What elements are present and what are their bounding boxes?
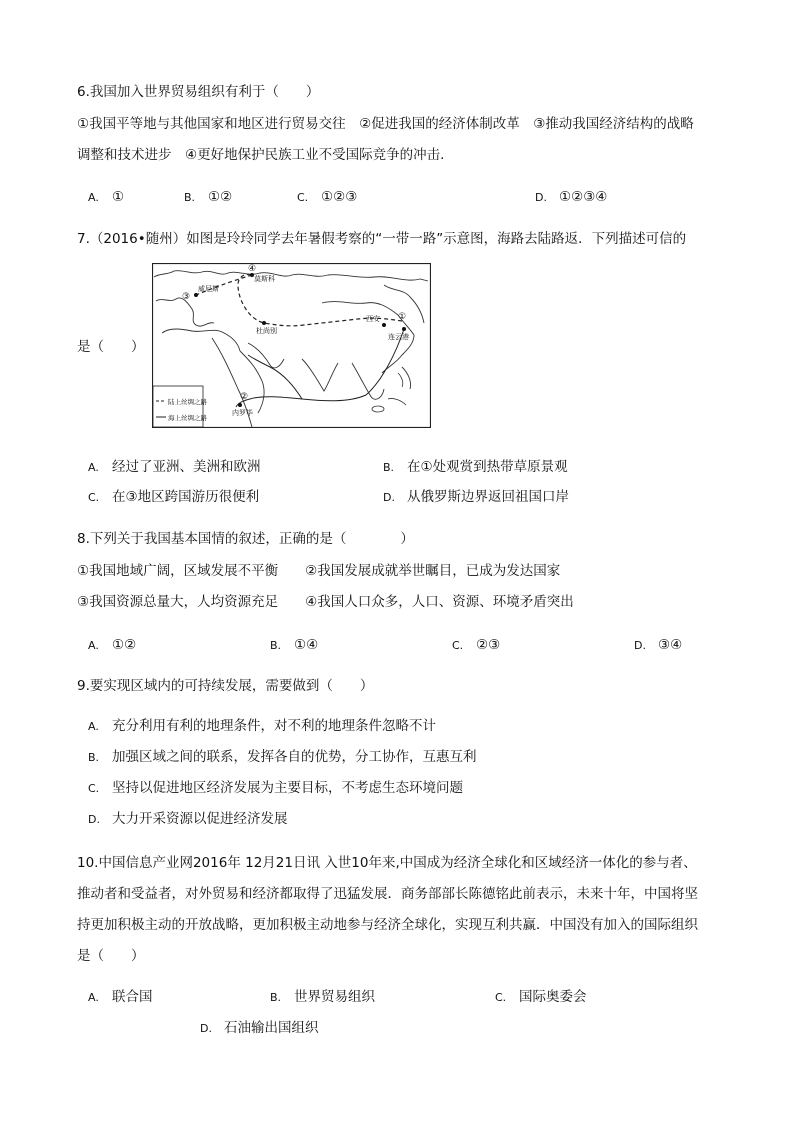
marker-3: ③ (182, 292, 191, 302)
q8-option-a[interactable] (88, 636, 136, 655)
q6-option-b[interactable] (184, 188, 232, 207)
q8-stem: 8.下列关于我国基本国情的叙述，正确的是（ ） (77, 531, 414, 547)
option-letter: B. (88, 751, 100, 764)
legend-land-route: 陆上丝绸之路 (168, 398, 207, 406)
q7-stem-end: 是（ ） (77, 339, 145, 355)
q8-option-b[interactable] (270, 636, 318, 655)
option-letter: B. (383, 461, 395, 474)
q10-stem-line-2: 推动者和受益者，对外贸易和经济都取得了迅猛发展．商务部部长陈德铭此前表示，未来十年，中国将坚 (77, 886, 698, 902)
label-xian: 西安 (366, 315, 380, 323)
q7-option-c[interactable] (88, 488, 259, 507)
q9-option-d[interactable] (88, 810, 288, 829)
label-lianyungang: 连云港 (388, 333, 409, 341)
option-text: ①④ (294, 637, 319, 653)
q8-option-c[interactable] (452, 636, 500, 655)
q6-option-a[interactable] (88, 188, 124, 207)
q7-option-b[interactable] (383, 458, 568, 477)
option-text: ①②③ (321, 189, 358, 205)
option-letter: A. (88, 720, 99, 733)
option-text: 从俄罗斯边界返回祖国口岸 (407, 489, 569, 505)
q10-stem-line-3: 持更加积极主动的开放战略，更加积极主动地参与经济全球化，实现互利共赢．中国没有加入的国际组织 (77, 917, 698, 933)
q6-stem: 6.我国加入世界贸易组织有利于（ ） (77, 84, 320, 100)
option-text: ①② (112, 637, 137, 653)
q10-option-c[interactable] (495, 988, 587, 1007)
option-text: 在①处观赏到热带草原景观 (407, 459, 568, 475)
q10-stem-line-1: 10.中国信息产业网2016年 12月21日讯 入世10年来,中国成为经济全球化和区域经济一体化的参与者、 (77, 855, 697, 871)
option-text: ① (112, 189, 125, 205)
option-letter: A. (88, 191, 99, 204)
option-letter: C. (452, 639, 464, 652)
q10-option-a[interactable] (88, 988, 153, 1007)
marker-1: ① (398, 312, 407, 322)
q9-option-a[interactable] (88, 717, 436, 736)
option-letter: D. (634, 639, 646, 652)
option-letter: C. (495, 991, 507, 1004)
option-letter: A. (88, 639, 99, 652)
option-letter: B. (270, 991, 282, 1004)
option-letter: D. (200, 1022, 212, 1035)
q6-statement-line-1: ①我国平等地与其他国家和地区进行贸易交往 ②促进我国的经济体制改革 ③推动我国经济结构的战略 (77, 116, 694, 132)
option-text: 在③地区跨国游历很便利 (112, 489, 260, 505)
option-text: ①②③④ (559, 189, 608, 205)
label-moscow: 莫斯科 (254, 275, 275, 283)
option-letter: D. (88, 813, 100, 826)
option-text: 充分利用有利的地理条件，对不利的地理条件忽略不计 (112, 718, 436, 734)
option-text: ①② (208, 189, 233, 205)
q6-option-c[interactable] (297, 188, 357, 207)
option-text: 经过了亚洲、美洲和欧洲 (112, 459, 261, 475)
option-text: ③④ (658, 637, 683, 653)
q6-option-d[interactable] (535, 188, 607, 207)
q9-option-b[interactable] (88, 748, 477, 767)
q10-option-b[interactable] (270, 988, 375, 1007)
option-text: 国际奥委会 (519, 989, 587, 1005)
q7-option-d[interactable] (383, 488, 569, 507)
option-text: 坚持以促进地区经济发展为主要目标，不考虑生态环境问题 (112, 780, 463, 796)
q8-option-d[interactable] (634, 636, 682, 655)
option-letter: C. (88, 491, 100, 504)
q9-option-c[interactable] (88, 779, 463, 798)
q9-stem: 9.要实现区域内的可持续发展，需要做到（ ） (77, 678, 374, 694)
option-letter: D. (535, 191, 547, 204)
q10-option-d[interactable] (200, 1019, 319, 1038)
q7-option-a[interactable] (88, 458, 261, 477)
label-venice: 威尼斯 (198, 285, 219, 293)
option-text: 加强区域之间的联系，发挥各自的优势，分工协作，互惠互利 (112, 749, 477, 765)
belt-and-road-map (152, 263, 431, 428)
option-text: 石油输出国组织 (224, 1020, 319, 1036)
q7-stem: 7.（2016•随州）如图是玲玲同学去年暑假考察的“一带一路”示意图，海路去陆路返．下列描述可信的 (77, 231, 687, 247)
q8-statement-line-2: ③我国资源总量大，人均资源充足 ④我国人口众多，人口、资源、环境矛盾突出 (77, 594, 574, 610)
option-letter: D. (383, 491, 395, 504)
legend-sea-route: 海上丝绸之路 (168, 414, 207, 422)
option-letter: B. (184, 191, 196, 204)
option-letter: C. (88, 782, 100, 795)
label-dushanbe: 杜尚别 (256, 327, 277, 335)
option-text: 世界贸易组织 (294, 989, 375, 1005)
q6-statement-line-2: 调整和技术进步 ④更好地保护民族工业不受国际竞争的冲击. (77, 147, 445, 163)
option-letter: B. (270, 639, 282, 652)
marker-2: ② (240, 392, 249, 402)
q8-statement-line-1: ①我国地域广阔，区域发展不平衡 ②我国发展成就举世瞩目，已成为发达国家 (77, 563, 561, 579)
q10-stem-line-4: 是（ ） (77, 948, 145, 964)
map-legend (153, 386, 208, 427)
option-text: ②③ (476, 637, 501, 653)
option-text: 大力开采资源以促进经济发展 (112, 811, 288, 827)
option-letter: C. (297, 191, 309, 204)
label-nairobi: 内罗毕 (232, 409, 253, 417)
option-text: 联合国 (112, 989, 153, 1005)
option-letter: A. (88, 461, 99, 474)
option-letter: A. (88, 991, 99, 1004)
marker-4: ④ (248, 264, 257, 274)
